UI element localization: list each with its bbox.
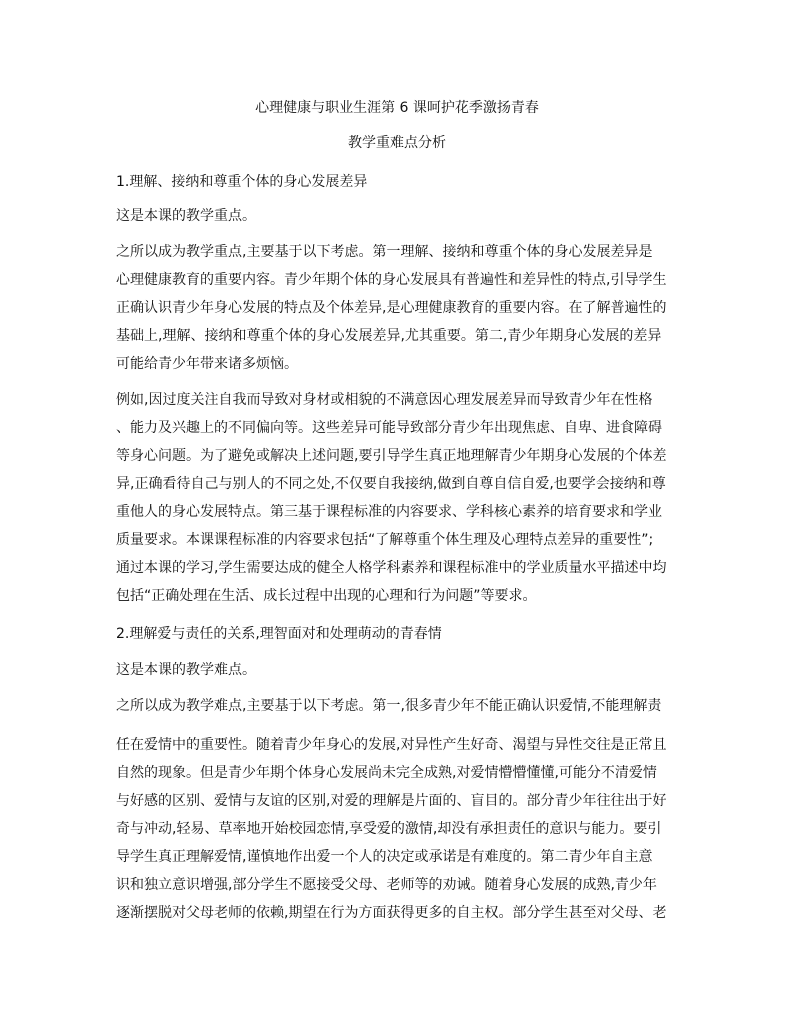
paragraph-line: 导学生真正理解爱情,谨慎地作出爱一个人的决定或承诺是有难度的。第二青少年自主意 <box>116 849 653 865</box>
paragraph-line: 例如,因过度关注自我而导致对身材或相貌的不满意因心理发展差异而导致青少年在性格 <box>116 392 653 408</box>
section-1-paragraph-1 <box>116 238 678 378</box>
paragraph-line: 等身心问题。为了避免或解决上述问题,要引导学生真正地理解青少年期身心发展的个体差 <box>116 448 667 464</box>
paragraph-line: 、能力及兴趣上的不同偏向等。这些差异可能导致部分青少年出现焦虑、自卑、进食障碍 <box>116 420 662 436</box>
paragraph-line: 包括“正确处理在生活、成长过程中出现的心理和行为问题”等要求。 <box>116 588 537 604</box>
paragraph-line: 心理健康教育的重要内容。青少年期个体的身心发展具有普遍性和差异性的特点,引导学生 <box>116 272 667 288</box>
paragraph-line: 识和独立意识增强,部分学生不愿接受父母、老师等的劝诫。随着身心发展的成熟,青少年 <box>116 877 657 893</box>
document-subtitle: 教学重难点分析 <box>348 135 446 151</box>
paragraph-line: 基础上,理解、接纳和尊重个体的身心发展差异,尤其重要。第二,青少年期身心发展的差异 <box>116 328 662 344</box>
paragraph-line: 与好感的区别、爱情与友谊的区别,对爱的理解是片面的、盲目的。部分青少年往往出于好 <box>116 793 667 809</box>
section-2-heading: 2.理解爱与责任的关系,理智面对和处理萌动的青春情 <box>116 626 442 642</box>
section-1-heading: 1.理解、接纳和尊重个体的身心发展差异 <box>116 174 368 190</box>
document-title: 心理健康与职业生涯第 6 课呵护花季激扬青春 <box>255 100 539 116</box>
paragraph-line: 异,正确看待自己与别人的不同之处,不仅要自我接纳,做到自尊自信自爱,也要学会接纳和尊 <box>116 476 666 492</box>
paragraph-line: 重他人的身心发展特点。第三基于课程标准的内容要求、学科核心素养的培育要求和学业 <box>116 504 662 520</box>
paragraph-line: 通过本课的学习,学生需要达成的健全人格学科素养和课程标准中的学业质量水平描述中均 <box>116 560 667 576</box>
paragraph-line: 自然的现象。但是青少年期个体身心发展尚未完全成熟,对爱情懵懵懂懂,可能分不清爱情 <box>116 765 657 781</box>
paragraph-line: 正确认识青少年身心发展的特点及个体差异,是心理健康教育的重要内容。在了解普遍性的 <box>116 300 667 316</box>
section-2-label: 这是本课的教学难点。 <box>116 662 256 678</box>
section-1-paragraph-2 <box>116 386 678 610</box>
paragraph-line: 奇与冲动,轻易、草率地开始校园恋情,享受爱的激情,却没有承担责任的意识与能力。要引 <box>116 821 662 837</box>
section-2-paragraph-first-line: 之所以成为教学难点,主要基于以下考虑。第一,很多青少年不能正确认识爱情,不能理解责 <box>116 698 662 714</box>
paragraph-line: 质量要求。本课课程标准的内容要求包括“了解尊重个体生理及心理特点差异的重要性”; <box>116 532 654 548</box>
paragraph-line: 可能给青少年带来诸多烦恼。 <box>116 356 298 372</box>
paragraph-line: 之所以成为教学重点,主要基于以下考虑。第一理解、接纳和尊重个体的身心发展差异是 <box>116 244 653 260</box>
paragraph-line: 逐渐摆脱对父母老师的依赖,期望在行为方面获得更多的自主权。部分学生甚至对父母、老 <box>116 905 667 921</box>
section-2-paragraph-1 <box>116 731 678 927</box>
section-1-label: 这是本课的教学重点。 <box>116 208 256 224</box>
paragraph-line: 任在爱情中的重要性。随着青少年身心的发展,对异性产生好奇、渴望与异性交往是正常且 <box>116 737 667 753</box>
